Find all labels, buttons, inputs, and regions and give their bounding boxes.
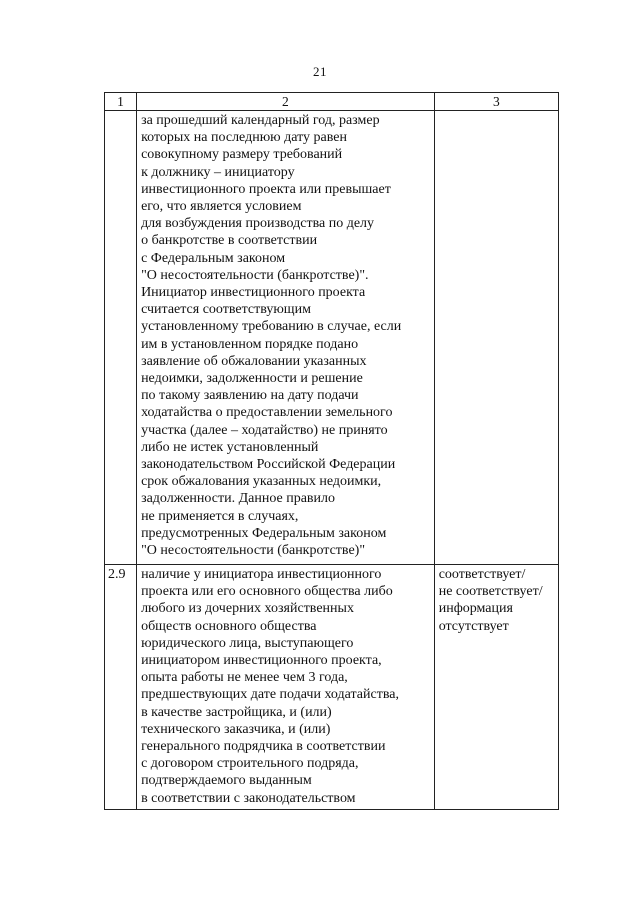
criterion-text-line: им в установленном порядке подано xyxy=(141,336,359,352)
header-col-3: 3 xyxy=(434,93,558,111)
criterion-text-line: инвестиционного проекта или превышает xyxy=(141,181,391,197)
criterion-text-line: заявление об обжаловании указанных xyxy=(141,353,367,369)
row-number-cell xyxy=(105,111,137,565)
status-option-line: информация xyxy=(438,601,513,617)
criterion-text-line: в качестве застройщика, и (или) xyxy=(141,704,332,720)
criterion-text-line: установленному требованию в случае, если xyxy=(141,319,402,335)
criterion-text-line: инициатором инвестиционного проекта, xyxy=(141,653,382,669)
criterion-text-line: участка (далее – ходатайство) не принято xyxy=(141,422,388,438)
criteria-table xyxy=(104,92,559,810)
criterion-text-line: либо не истек установленный xyxy=(141,439,319,455)
criterion-text-line: предшествующих дате подачи ходатайства, xyxy=(141,687,399,703)
row-number-cell: 2.9 xyxy=(105,565,137,810)
criterion-text-line: к должнику – инициатору xyxy=(141,164,295,180)
criterion-text-line: юридического лица, выступающего xyxy=(141,635,354,651)
table-row xyxy=(105,565,559,810)
criterion-text-line: срок обжалования указанных недоимки, xyxy=(141,474,382,490)
criterion-text-cell xyxy=(137,111,435,565)
table-header-row xyxy=(105,93,559,111)
header-col-2: 2 xyxy=(137,93,435,111)
status-cell xyxy=(434,111,558,565)
criterion-text-line: технического заказчика, и (или) xyxy=(141,721,331,737)
criterion-text-line: обществ основного общества xyxy=(141,618,317,634)
criterion-text-line: задолженности. Данное правило xyxy=(141,491,336,507)
criterion-text-line: о банкротстве в соответствии xyxy=(141,233,318,249)
criterion-text-line: ходатайства о предоставлении земельного xyxy=(141,405,393,421)
criterion-text-line: совокупному размеру требований xyxy=(141,147,343,163)
criterion-text-line: генерального подрядчика в соответствии xyxy=(141,739,386,755)
status-option-line: соответствует/ xyxy=(438,567,526,582)
status-option-line: не соответствует/ xyxy=(438,584,543,600)
status-cell xyxy=(434,565,558,810)
criterion-text-line: Инициатор инвестиционного проекта xyxy=(141,285,366,301)
status-option-line: отсутствует xyxy=(438,618,509,634)
criterion-text-line: считается соответствующим xyxy=(141,302,311,318)
table-row xyxy=(105,111,559,565)
criterion-text-line: любого из дочерних хозяйственных xyxy=(141,601,354,617)
criterion-text-line: недоимки, задолженности и решение xyxy=(141,371,363,387)
criterion-text-line: для возбуждения производства по делу xyxy=(141,216,375,232)
criterion-text-line: проекта или его основного общества либо xyxy=(141,584,393,600)
criterion-text-line: предусмотренных Федеральным законом xyxy=(141,525,387,541)
criterion-text-line: опыта работы не менее чем 3 года, xyxy=(141,670,348,686)
criterion-text-cell xyxy=(137,565,435,810)
criterion-text-line: законодательством Российской Федерации xyxy=(141,457,396,473)
criterion-text-line: которых на последнюю дату равен xyxy=(141,130,347,146)
criterion-text-line: в соответствии с законодательством xyxy=(141,790,356,806)
criterion-text-line: наличие у инициатора инвестиционного xyxy=(141,567,382,582)
criterion-text-line: за прошедший календарный год, размер xyxy=(141,113,380,128)
criterion-text-line: его, что является условием xyxy=(141,199,302,215)
page-number: 21 xyxy=(313,64,327,79)
header-col-1: 1 xyxy=(105,93,137,111)
criterion-text-line: "О несостоятельности (банкротстве)" xyxy=(141,543,366,559)
criterion-text-line: не применяется в случаях, xyxy=(141,508,299,524)
criterion-text-line: подтверждаемого выданным xyxy=(141,773,312,789)
criterion-text-line: по такому заявлению на дату подачи xyxy=(141,388,359,404)
criterion-text-line: "О несостоятельности (банкротстве)". xyxy=(141,267,369,283)
criterion-text-line: с Федеральным законом xyxy=(141,250,286,266)
criterion-text-line: с договором строительного подряда, xyxy=(141,756,359,772)
